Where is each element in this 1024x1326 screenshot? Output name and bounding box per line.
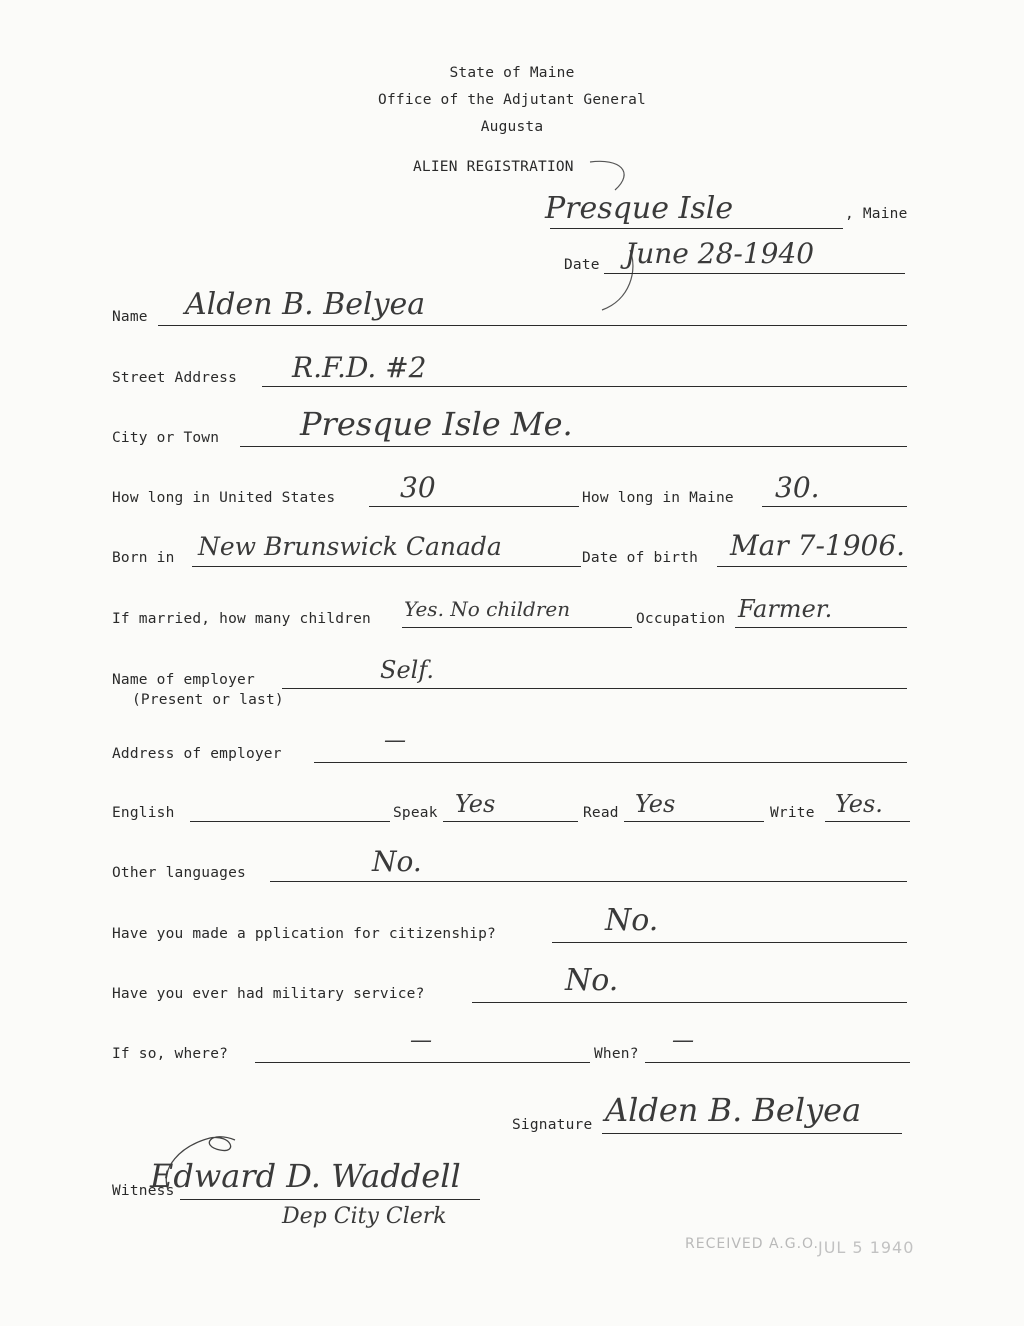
years-maine-label: How long in Maine bbox=[582, 490, 734, 506]
english-label: English bbox=[112, 805, 175, 821]
city-value: Presque Isle Me. bbox=[300, 405, 573, 443]
header-office: Office of the Adjutant General bbox=[378, 92, 646, 108]
header-city: Augusta bbox=[480, 119, 544, 135]
signature-line bbox=[602, 1133, 902, 1134]
english-line bbox=[190, 821, 390, 822]
born-in-value: New Brunswick Canada bbox=[198, 532, 502, 561]
citizenship-label: Have you made a pplication for citizenship? bbox=[112, 926, 496, 942]
speak-label: Speak bbox=[393, 805, 438, 821]
place-value: Presque Isle bbox=[545, 191, 734, 226]
witness-label: Witness bbox=[112, 1183, 175, 1199]
where-value: — bbox=[410, 1028, 432, 1053]
witness-name: Edward D. Waddell bbox=[150, 1157, 461, 1195]
write-value: Yes. bbox=[835, 790, 883, 818]
other-languages-line bbox=[270, 881, 907, 882]
form-title: ALIEN REGISTRATION bbox=[413, 159, 574, 175]
citizenship-line bbox=[552, 942, 907, 943]
years-maine-value: 30. bbox=[775, 471, 820, 504]
employer-address-value: — bbox=[384, 728, 406, 753]
years-us-value: 30 bbox=[400, 471, 436, 504]
name-value: Alden B. Belyea bbox=[185, 287, 426, 322]
received-stamp-date: JUL 5 1940 bbox=[818, 1238, 915, 1257]
street-line bbox=[262, 386, 907, 387]
speak-line bbox=[443, 821, 578, 822]
military-label: Have you ever had military service? bbox=[112, 986, 425, 1002]
place-line bbox=[550, 228, 843, 229]
date-label: Date bbox=[564, 257, 600, 273]
when-value: — bbox=[672, 1028, 694, 1053]
name-line bbox=[158, 325, 907, 326]
other-languages-label: Other languages bbox=[112, 865, 246, 881]
employer-label: Name of employer bbox=[112, 672, 255, 688]
write-label: Write bbox=[770, 805, 815, 821]
occupation-label: Occupation bbox=[636, 611, 726, 627]
pen-flourish-icon bbox=[520, 150, 640, 320]
dob-line bbox=[717, 566, 907, 567]
military-value: No. bbox=[565, 963, 619, 998]
read-label: Read bbox=[583, 805, 619, 821]
employer-value: Self. bbox=[380, 656, 434, 684]
read-value: Yes bbox=[635, 790, 676, 818]
employer-sublabel: (Present or last) bbox=[132, 692, 284, 708]
where-line bbox=[255, 1062, 590, 1063]
occupation-value: Farmer. bbox=[738, 595, 833, 623]
when-label: When? bbox=[594, 1046, 639, 1062]
write-line bbox=[825, 821, 910, 822]
employer-address-label: Address of employer bbox=[112, 746, 282, 762]
dob-value: Mar 7-1906. bbox=[730, 529, 906, 562]
name-label: Name bbox=[112, 309, 148, 325]
other-languages-value: No. bbox=[372, 845, 422, 878]
witness-title: Dep City Clerk bbox=[282, 1204, 447, 1229]
place-suffix: , Maine bbox=[845, 206, 908, 222]
born-in-label: Born in bbox=[112, 550, 175, 566]
military-line bbox=[472, 1002, 907, 1003]
signature-value: Alden B. Belyea bbox=[605, 1091, 862, 1129]
years-maine-line bbox=[762, 506, 907, 507]
years-us-line bbox=[369, 506, 579, 507]
employer-line bbox=[282, 688, 907, 689]
born-in-line bbox=[192, 566, 581, 567]
years-us-label: How long in United States bbox=[112, 490, 336, 506]
signature-label: Signature bbox=[512, 1117, 593, 1133]
occupation-line bbox=[735, 627, 907, 628]
city-label: City or Town bbox=[112, 430, 220, 446]
children-label: If married, how many children bbox=[112, 611, 371, 627]
speak-value: Yes bbox=[455, 790, 496, 818]
employer-address-line bbox=[314, 762, 907, 763]
where-label: If so, where? bbox=[112, 1046, 229, 1062]
city-line bbox=[240, 446, 907, 447]
street-value: R.F.D. #2 bbox=[292, 351, 427, 384]
read-line bbox=[624, 821, 764, 822]
when-line bbox=[645, 1062, 910, 1063]
date-value: June 28-1940 bbox=[625, 237, 815, 270]
street-label: Street Address bbox=[112, 370, 238, 386]
dob-label: Date of birth bbox=[582, 550, 699, 566]
date-line bbox=[604, 273, 905, 274]
received-stamp: RECEIVED A.G.O. bbox=[685, 1236, 819, 1252]
children-value: Yes. No children bbox=[404, 597, 571, 621]
citizenship-value: No. bbox=[605, 903, 659, 938]
header-state: State of Maine bbox=[449, 65, 575, 81]
children-line bbox=[402, 627, 632, 628]
